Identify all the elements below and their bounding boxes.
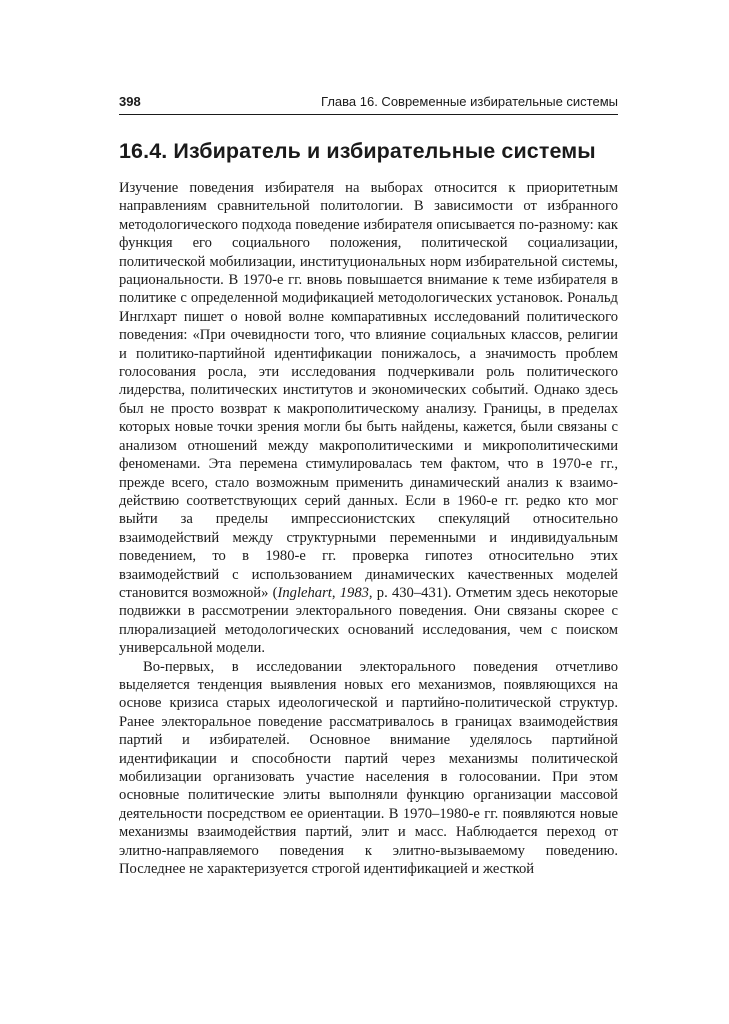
paragraph-2: Во-первых, в исследовании электорального поведения отчетливо выделяется тенденция выявления новых его механизмов, появляющихся на основе кризиса старых идеологической и партийно-политической структур. Ранее электоральное поведение рассматривалось в границах взаимодействия партий и избирателей. Основное внимание уделялось партийной идентификации и способности партий через механизмы политической мобилизации организовать участие населения в голосовании. При этом основные политические элиты выполняли функцию организации массовой деятельности посредством ее ориентации. В 1970–1980-е гг. появляются новые механизмы взаимодействия партий, элит и масс. Наблюдается переход от элитно-направляемого поведения к элитно-вызываемому поведению. Последнее не характеризуется строгой идентификацией и жесткой [119,658,618,878]
running-header [119,94,618,115]
citation-author: Inglehart [277,584,332,601]
body-text [119,179,618,878]
paragraph-1-text: Изучение поведения избирателя на выборах относится к приоритетным направлениям сравнительной политологии. В зависимости от избранного методологического подхода поведение избирателя описывается по-разному: как функция его социального положения, политической социализации, политической мобилизации, институциональных норм избирательной системы, рациональности. В 1970-е гг. вновь повышается внимание к теме избирателя в политике с определенной модификацией методологических установок. Рональд Инглхарт пишет о новой волне компаративных исследований политического поведения: «При очевидности того, что влияние социальных классов, религии и политико-партийной идентификации понижалось, а значимость проблем голосования росла, эти исследования подчеркивали роль политического лидерства, политических институтов и экономических событий. Однако здесь был не просто возврат к макрополитическому анализу. Границы, в пределах которых новые точки зрения могли бы быть найдены, кажется, были связаны с анализом отношений между макрополитическими и микрополитическими феноменами. Эта перемена стимулировалась тем фактом, что в 1970-е гг., прежде всего, стало возможным применить динамический анализ к взаимодействию соответствующих серий данных. Если в 1960-е гг. редко кто мог выйти за пределы импрессионистских спекуляций относительно взаимодействий между структурными переменными и индивидуальным поведением, то в 1980-е гг. проверка гипотез относительно этих взаимодействий с использованием динамических качественных моделей становится возможной» ( [119,180,618,601]
citation-separator: , [331,584,340,601]
page-number: 398 [119,94,141,109]
section-title: 16.4. Избиратель и избирательные системы [119,139,596,163]
paragraph-1 [119,179,618,658]
chapter-title: Глава 16. Современные избирательные системы [321,94,618,109]
book-page [119,94,618,878]
citation-year: 1983 [339,584,369,601]
paragraph-1-continuation: , p. 430–431). Отметим здесь некоторые подвижки в рассмотрении электорального поведения. Они связаны скорее с плюрализацией методологических оснований исследования, чем с поиском универсальной модели. [119,584,618,657]
